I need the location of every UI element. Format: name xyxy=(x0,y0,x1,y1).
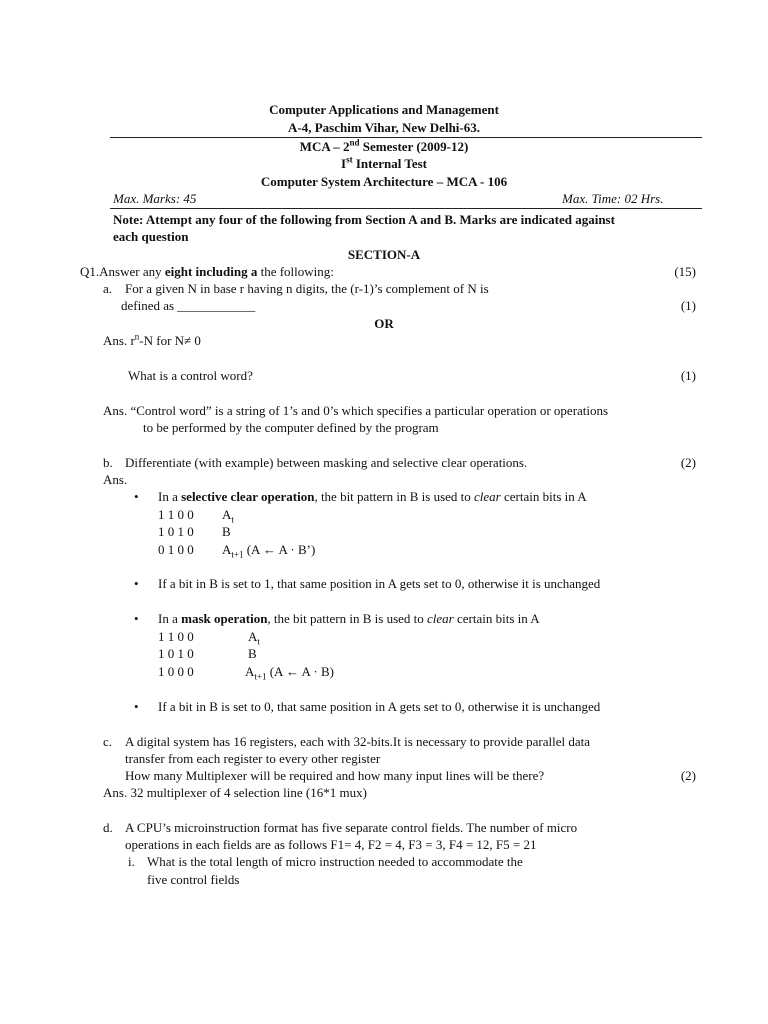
mask-row-bits: 1 1 0 0 xyxy=(158,629,194,644)
note-line-2: each question xyxy=(113,229,189,244)
bullet: • xyxy=(134,611,139,626)
selective-clear-note: If a bit in B is set to 1, that same position in A gets set to 0, otherwise it is unchanged xyxy=(158,576,601,591)
mask-row-bits: 1 0 1 0 xyxy=(158,646,194,661)
qb-label: b. xyxy=(103,455,113,470)
test-line: Ist Internal Test xyxy=(341,154,427,171)
mask-row-label: $A_{t+1}$ (A ← A · B) xyxy=(245,664,335,682)
note-line-1: Note: Attempt any four of the following from Section A and B. Marks are indicated against xyxy=(113,212,615,227)
institute-address: A-4, Paschim Vihar, New Delhi-63. xyxy=(288,120,480,135)
bullet: • xyxy=(134,699,139,714)
qa-line-2: defined as ____________ xyxy=(121,298,256,313)
qc-line-2: transfer from each register to every other register xyxy=(125,751,381,766)
qa-answer-2-line-2: to be performed by the computer defined by the program xyxy=(143,420,439,435)
section-title: SECTION-A xyxy=(347,247,421,262)
qa-answer-2-line-1: Ans. “Control word” is a string of 1’s and 0’s which specifies a particular operation or operations xyxy=(103,403,609,418)
mask-row-label: B xyxy=(248,646,257,661)
mask-intro: In a mask operation, the bit pattern in B is used to clear certain bits in A xyxy=(158,611,540,626)
or-divider: OR xyxy=(374,316,394,331)
qb-ans-label: Ans. xyxy=(103,472,128,487)
sel-row-bits: 1 0 1 0 xyxy=(158,524,194,539)
qd-label: d. xyxy=(103,820,113,835)
institute-name: Computer Applications and Management xyxy=(269,102,499,117)
qc-marks: (2) xyxy=(680,768,696,783)
qd-line-2: operations in each fields are as follows F1= 4, F2 = 4, F3 = 3, F4 = 12, F5 = 21 xyxy=(125,837,537,852)
sel-row-label: $A_t$ xyxy=(222,507,234,525)
bullet: • xyxy=(134,576,139,591)
sel-row-label: B xyxy=(222,524,231,539)
sel-row-bits: 0 1 0 0 xyxy=(158,542,194,557)
sel-row-label: $A_{t+1}$ (A ← A · B’) xyxy=(222,542,316,560)
header-rule-2 xyxy=(110,208,702,209)
qa-answer: Ans. $r^n-N$ for N≠ 0 xyxy=(103,331,201,348)
mask-row-bits: 1 0 0 0 xyxy=(158,664,194,679)
qa-line-1: For a given N in base r having n digits, the (r-1)’s complement of N is xyxy=(125,281,489,296)
semester-line: MCA – 2nd Semester (2009-12) xyxy=(299,137,469,154)
qb-question: Differentiate (with example) between masking and selective clear operations. xyxy=(125,455,528,470)
q1-heading: Q1.Answer any eight including a the following: xyxy=(80,264,334,279)
qc-answer: Ans. 32 multiplexer of 4 selection line (16*1 mux) xyxy=(103,785,367,800)
subject-line: Computer System Architecture – MCA - 106 xyxy=(260,174,508,189)
max-marks: Max. Marks: 45 xyxy=(113,191,197,206)
qa-label: a. xyxy=(103,281,113,296)
qa-marks: (1) xyxy=(680,298,696,313)
q1-marks: (15) xyxy=(674,264,696,279)
header-rule xyxy=(110,137,702,138)
qb-marks: (2) xyxy=(680,455,696,470)
qd-sub-line-2: five control fields xyxy=(147,872,240,887)
qd-line-1: A CPU’s microinstruction format has five separate control fields. The number of micro xyxy=(125,820,578,835)
qa-question-2: What is a control word? xyxy=(128,368,253,383)
qd-sub-label: i. xyxy=(128,854,135,869)
sel-row-bits: 1 1 0 0 xyxy=(158,507,194,522)
selective-clear-intro: In a selective clear operation, the bit pattern in B is used to clear certain bits in A xyxy=(158,489,587,504)
qc-line-1: A digital system has 16 registers, each with 32-bits.It is necessary to provide parallel data xyxy=(125,734,590,749)
mask-row-label: $A_t$ xyxy=(248,629,260,647)
qa-question-2-marks: (1) xyxy=(680,368,696,383)
mask-note: If a bit in B is set to 0, that same position in A gets set to 0, otherwise it is unchanged xyxy=(158,699,601,714)
bullet: • xyxy=(134,489,139,504)
max-time: Max. Time: 02 Hrs. xyxy=(562,191,664,206)
qc-label: c. xyxy=(103,734,113,749)
qc-line-3: How many Multiplexer will be required and how many input lines will be there? xyxy=(125,768,545,783)
qd-sub-line-1: What is the total length of micro instruction needed to accommodate the xyxy=(147,854,523,869)
